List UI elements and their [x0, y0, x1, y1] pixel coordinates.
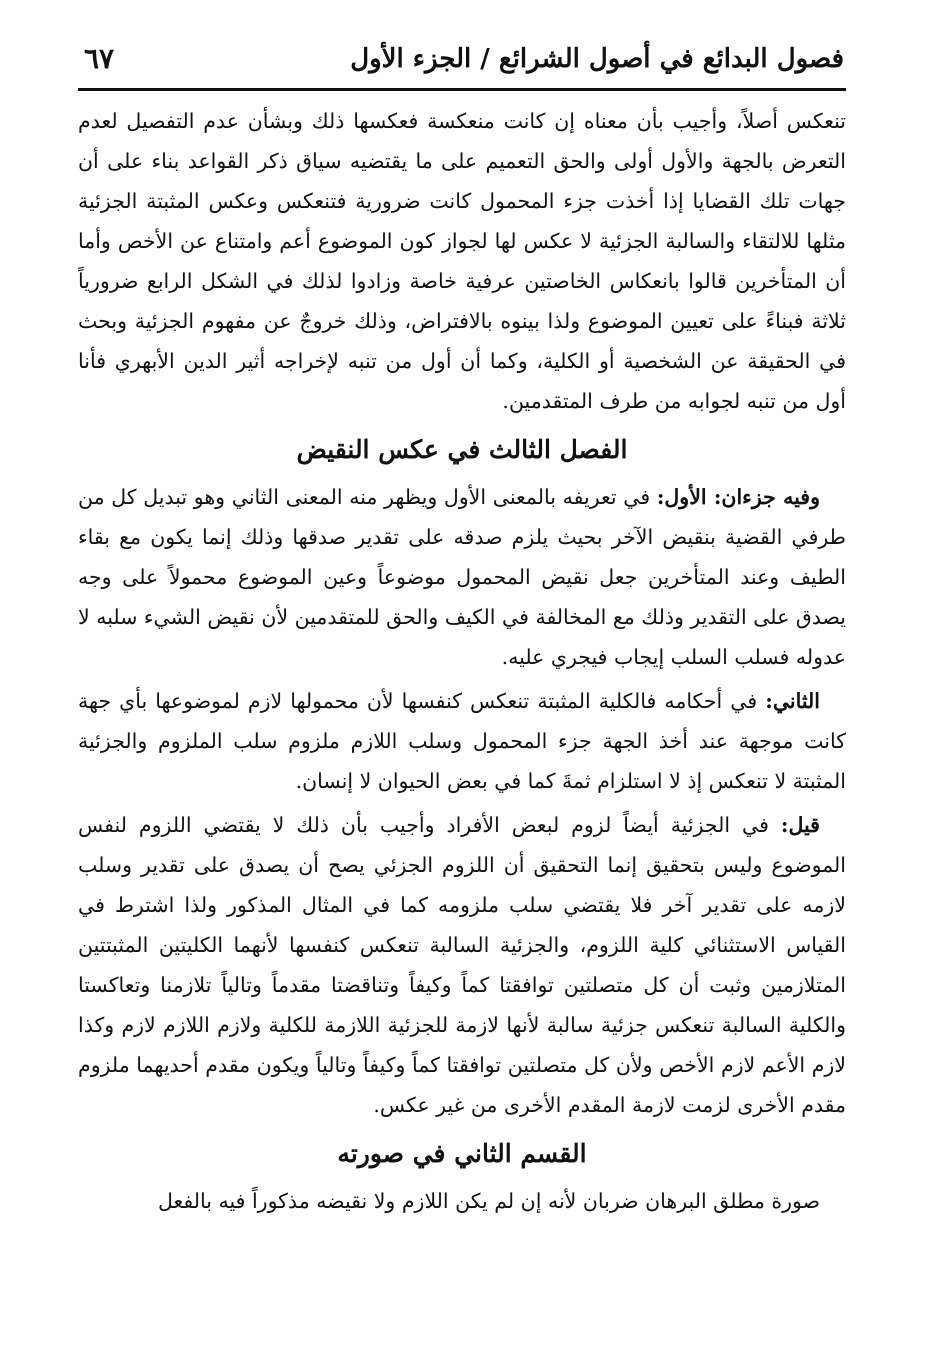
paragraph-3	[78, 681, 846, 801]
section-heading-counter-contradiction: الفصل الثالث في عكس النقيض	[296, 435, 628, 464]
paragraph-3-text: في أحكامه فالكلية المثبتة تنعكس كنفسها لأن محمولها لازم لموضوعها بأي جهة كانت موجهة عند أخذ الجهة جزء المحمول وسلب اللازم ملزوم سلب الملزوم والجزئية المثبتة لا تنعكس إذ لا استلزام ثمةَ كما في بعض الحيوان لا إنسان.	[78, 689, 846, 793]
book-title: فصول البدائع في أصول الشرائع / الجزء الأول	[350, 44, 844, 74]
document-page	[78, 36, 846, 1346]
paragraph-4-lead: قيل:	[780, 813, 820, 837]
paragraph-1: تنعكس أصلاً، وأجيب بأن معناه إن كانت منعكسة فعكسها ذلك وبشأن عدم التفصيل لعدم التعرض بالجهة والأول أولى والحق التعميم على ما يقتضيه سياق ذكر القواعد بناء على أن جهات تلك القضايا إذا أخذت جزء المحمول كانت ضرورية فتنعكس وعكس المثبتة الجزئية مثلها للالتقاء والسالبة الجزئية لا عكس لها لجواز كون الموضوع أعم وامتناع عن الأخص وأما أن المتأخرين قالوا بانعكاس الخاصتين عرفية خاصة وزادوا لذلك في الشكل الرابع ضرورياً ثلاثة فبناءً على تعيين الموضوع ولذا بينوه بالافتراض، وذلك خروجٌ عن مفهوم الجزئية وبحث في الحقيقة عن الشخصية أو الكلية، وكما أن أول من تنبه لإخراجه أثير الدين الأبهري فأنا أول من تنبه لجوابه من طرف المتقدمين.	[78, 109, 846, 413]
paragraph-4	[78, 805, 846, 1125]
paragraph-2-lead: وفيه جزءان: الأول:	[656, 485, 820, 509]
section-heading-its-form: القسم الثاني في صورته	[337, 1139, 587, 1168]
running-header	[78, 36, 846, 91]
paragraph-2	[78, 477, 846, 677]
page-number: ٦٧	[84, 42, 115, 75]
paragraph-3-lead: الثاني:	[765, 689, 820, 713]
paragraph-4-text: في الجزئية أيضاً لزوم لبعض الأفراد وأجيب بأن ذلك لا يقتضي اللزوم لنفس الموضوع وليس بتحقيق إنما التحقيق أن اللزوم الجزئي يصح أن يصدق على تقدير وسلب لازمه على تقدير آخر فلا يقتضي سلب ملزومه كما في المثال المذكور ولذا اشترط في القياس الاستثنائي كلية اللزوم، والجزئية السالبة تنعكس كنفسها لأنهما الكليتين المثبتتين المتلازمين وثبت أن كل متصلتين توافقتا كماً وكيفاً وتناقضتا مقدماً وتالياً تلازمنا وتعاكستا والكلية السالبة تنعكس جزئية سالبة لأنها لازمة للجزئية اللازمة للكلية ولازم اللازم لازم وكذا لازم الأعم لازم الأخص ولأن كل متصلتين توافقتا كماً وكيفاً وتالياً ويكون مقدم أحديهما ملزوم مقدم الأخرى لزمت لازمة المقدم الأخرى من غير عكس.	[78, 813, 846, 1117]
paragraph-2-text: في تعريفه بالمعنى الأول ويظهر منه المعنى الثاني وهو تبديل كل من طرفي القضية بنقيض الآخر بحيث يلزم صدقه على تقدير صدقها وذلك إنما يكون مع بقاء الطيف وعند المتأخرين جعل نقيض المحمول موضوعاً وعين الموضوع محمولاً على وجه يصدق على التقدير وذلك مع المخالفة في الكيف والحق للمتقدمين لأن نقيض الشيء سلبه لا عدوله فسلب السلب إيجاب فيجري عليه.	[78, 485, 846, 669]
paragraph-5: صورة مطلق البرهان ضربان لأنه إن لم يكن اللازم ولا نقيضه مذكوراً فيه بالفعل	[158, 1189, 820, 1213]
page-body	[78, 101, 846, 1221]
